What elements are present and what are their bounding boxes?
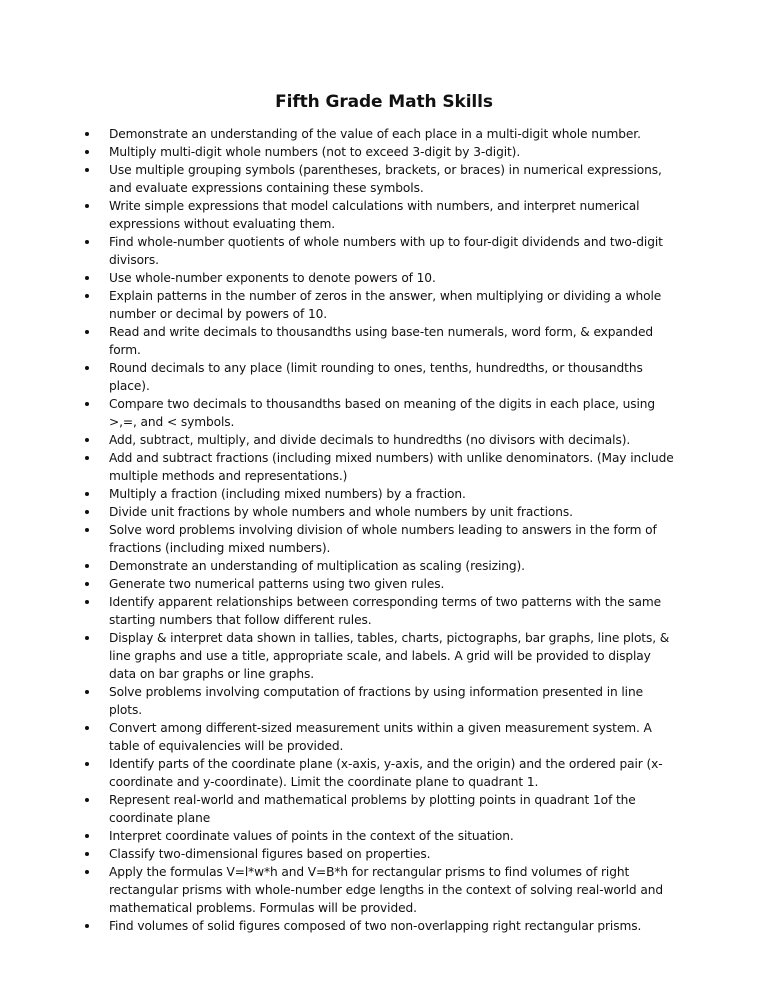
bullet-icon bbox=[85, 636, 89, 640]
skill-text: Identify parts of the coordinate plane (x-axis, y-axis, and the origin) and the ordered pair (x-coordinate and y-coordinate). Limit the coordinate plane to quadrant 1. bbox=[109, 757, 663, 789]
bullet-icon bbox=[85, 600, 89, 604]
bullet-icon bbox=[85, 276, 89, 280]
list-item bbox=[109, 449, 679, 485]
list-item bbox=[109, 323, 679, 359]
list-item bbox=[109, 431, 679, 449]
skill-text: Divide unit fractions by whole numbers and whole numbers by unit fractions. bbox=[109, 505, 573, 519]
bullet-icon bbox=[85, 726, 89, 730]
list-item bbox=[109, 593, 679, 629]
bullet-icon bbox=[85, 330, 89, 334]
list-item bbox=[109, 161, 679, 197]
list-item bbox=[109, 917, 679, 935]
skill-text: Convert among different-sized measurement units within a given measurement system. A table of equivalencies will be provided. bbox=[109, 721, 652, 753]
list-item bbox=[109, 233, 679, 269]
list-item bbox=[109, 287, 679, 323]
list-item bbox=[109, 791, 679, 827]
list-item bbox=[109, 557, 679, 575]
skill-text: Solve problems involving computation of fractions by using information presented in line plots. bbox=[109, 685, 643, 717]
bullet-icon bbox=[85, 762, 89, 766]
list-item bbox=[109, 143, 679, 161]
bullet-icon bbox=[85, 438, 89, 442]
bullet-icon bbox=[85, 528, 89, 532]
skill-text: Read and write decimals to thousandths using base-ten numerals, word form, & expanded form. bbox=[109, 325, 654, 357]
bullet-icon bbox=[85, 240, 89, 244]
skill-text: Classify two-dimensional figures based on properties. bbox=[109, 847, 431, 861]
skill-text: Find volumes of solid figures composed of two non-overlapping right rectangular prisms. bbox=[109, 919, 642, 933]
skill-text: Represent real-world and mathematical problems by plotting points in quadrant 1of the coordinate plane bbox=[109, 793, 636, 825]
skill-text: Interpret coordinate values of points in the context of the situation. bbox=[109, 829, 514, 843]
skill-text: Compare two decimals to thousandths based on meaning of the digits in each place, using >,=, and < symbols. bbox=[109, 397, 656, 429]
list-item bbox=[109, 863, 679, 917]
list-item bbox=[109, 827, 679, 845]
skill-text: Identify apparent relationships between corresponding terms of two patterns with the same starting numbers that follow different rules. bbox=[109, 595, 662, 627]
skill-text: Apply the formulas V=l*w*h and V=B*h for rectangular prisms to find volumes of right rectangular prisms with whole-number edge lengths in the context of solving real-world and mathematical problems. Formulas will be provided. bbox=[109, 865, 663, 915]
list-item bbox=[109, 359, 679, 395]
bullet-icon bbox=[85, 366, 89, 370]
skill-list bbox=[109, 125, 679, 935]
skill-text: Add and subtract fractions (including mixed numbers) with unlike denominators. (May include multiple methods and representations.) bbox=[109, 451, 674, 483]
skill-text: Explain patterns in the number of zeros in the answer, when multiplying or dividing a whole number or decimal by powers of 10. bbox=[109, 289, 662, 321]
bullet-icon bbox=[85, 510, 89, 514]
list-item bbox=[109, 575, 679, 593]
bullet-icon bbox=[85, 294, 89, 298]
skill-text: Demonstrate an understanding of multiplication as scaling (resizing). bbox=[109, 559, 525, 573]
list-item bbox=[109, 521, 679, 557]
list-item bbox=[109, 755, 679, 791]
skill-text: Display & interpret data shown in tallies, tables, charts, pictographs, bar graphs, line plots, & line graphs and use a title, appropriate scale, and labels. A grid will be provided to display data on bar graphs or line graphs. bbox=[109, 631, 670, 681]
list-item bbox=[109, 269, 679, 287]
bullet-icon bbox=[85, 168, 89, 172]
bullet-icon bbox=[85, 870, 89, 874]
skill-text: Use whole-number exponents to denote powers of 10. bbox=[109, 271, 436, 285]
bullet-icon bbox=[85, 582, 89, 586]
skill-text: Add, subtract, multiply, and divide decimals to hundredths (no divisors with decimals). bbox=[109, 433, 631, 447]
list-item bbox=[109, 395, 679, 431]
page-title: Fifth Grade Math Skills bbox=[275, 92, 493, 112]
bullet-icon bbox=[85, 204, 89, 208]
skill-text: Demonstrate an understanding of the value of each place in a multi-digit whole number. bbox=[109, 127, 641, 141]
skill-text: Solve word problems involving division of whole numbers leading to answers in the form of fractions (including mixed numbers). bbox=[109, 523, 657, 555]
bullet-icon bbox=[85, 492, 89, 496]
list-item bbox=[109, 125, 679, 143]
bullet-icon bbox=[85, 690, 89, 694]
bullet-icon bbox=[85, 798, 89, 802]
skill-text: Use multiple grouping symbols (parentheses, brackets, or braces) in numerical expressions, and evaluate expressions containing these symbols. bbox=[109, 163, 662, 195]
skill-text: Find whole-number quotients of whole numbers with up to four-digit dividends and two-digit divisors. bbox=[109, 235, 663, 267]
list-item bbox=[109, 629, 679, 683]
bullet-icon bbox=[85, 150, 89, 154]
bullet-icon bbox=[85, 456, 89, 460]
bullet-icon bbox=[85, 564, 89, 568]
skill-text: Multiply multi-digit whole numbers (not to exceed 3-digit by 3-digit). bbox=[109, 145, 521, 159]
skill-text: Multiply a fraction (including mixed numbers) by a fraction. bbox=[109, 487, 466, 501]
list-item bbox=[109, 845, 679, 863]
bullet-icon bbox=[85, 402, 89, 406]
skill-text: Write simple expressions that model calculations with numbers, and interpret numerical expressions without evaluating them. bbox=[109, 199, 640, 231]
bullet-icon bbox=[85, 132, 89, 136]
list-item bbox=[109, 485, 679, 503]
list-item bbox=[109, 719, 679, 755]
skill-text: Generate two numerical patterns using two given rules. bbox=[109, 577, 445, 591]
bullet-icon bbox=[85, 924, 89, 928]
skill-text: Round decimals to any place (limit rounding to ones, tenths, hundredths, or thousandths place). bbox=[109, 361, 643, 393]
list-item bbox=[109, 503, 679, 521]
bullet-icon bbox=[85, 852, 89, 856]
bullet-icon bbox=[85, 834, 89, 838]
list-item bbox=[109, 683, 679, 719]
list-item bbox=[109, 197, 679, 233]
